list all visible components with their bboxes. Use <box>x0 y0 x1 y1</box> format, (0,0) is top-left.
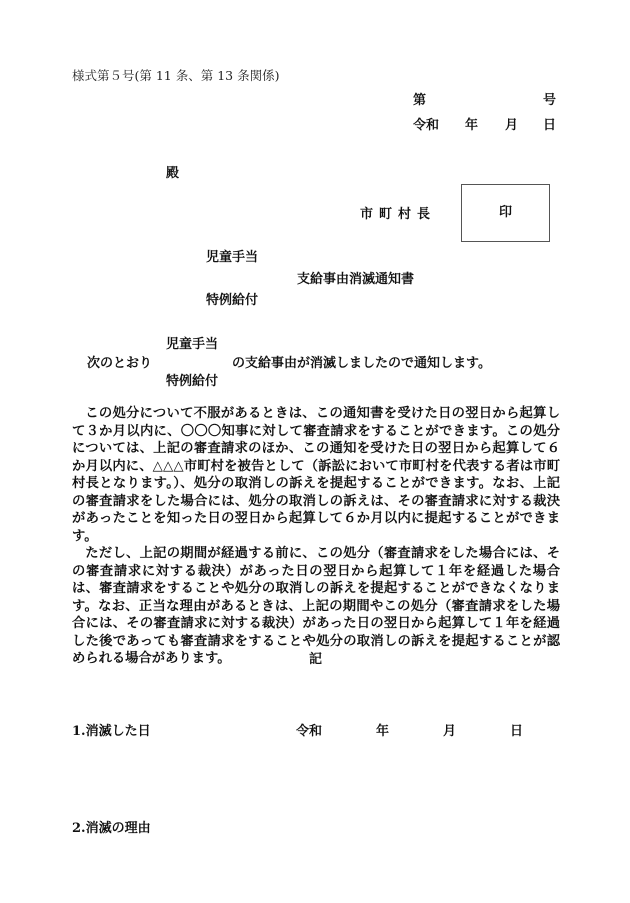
notice-option-special-benefit: 特例給付 <box>166 374 219 389</box>
extinction-date-day: 日 <box>510 724 524 739</box>
extinction-date-month: 月 <box>443 724 457 739</box>
appeal-paragraph-2: ただし、上記の期間が経過する前に、この処分（審査請求をした場合には、その審査請求に対する裁決）があった日の翌日から起算して１年を経過した場合は、審査請求をすることや処分の取消しの訴えを提起することができなくなります。なお、正当な理由があるときは、上記の期間やこの処分（審査請求をした場合には、その審査請求に対する裁決）があった日の翌日から起算して１年を経過した後であっても審査請求をすることや処分の取消しの訴えを提起することが認められる場合があります。 <box>72 546 560 666</box>
document-title: 支給事由消滅通知書 <box>297 272 415 287</box>
appeal-paragraph-1: この処分について不服があるときは、この通知書を受けた日の翌日から起算して３か月以内に、〇〇〇知事に対して審査請求をすることができます。この処分については、上記の審査請求のほか、この通知を受けた日の翌日から起算して６か月以内に、△△△市町村を被告として（訴訟において市町村を代表する者は市町村長となります。）、処分の取消しの訴えを提起することができます。なお、上記の審査請求をした場合には、処分の取消しの訴えは、その審査請求に対する裁決があったことを知った日の翌日から起算して６か月以内に提起することができます。 <box>72 406 560 544</box>
mayor-label: 市町村長 <box>360 207 437 222</box>
issue-date-era: 令和 <box>413 118 440 133</box>
record-heading: 記 <box>309 652 323 667</box>
notice-prefix: 次のとおり <box>87 356 153 371</box>
recipient-honorific: 殿 <box>166 166 180 181</box>
document-number-suffix: 号 <box>543 93 557 108</box>
extinction-date-label: 1.消滅した日 <box>72 724 151 739</box>
extinction-date-era: 令和 <box>296 724 323 739</box>
seal-box <box>461 184 550 242</box>
extinction-reason-label: 2.消滅の理由 <box>72 821 151 836</box>
notice-statement: の支給事由が消滅しましたので通知します。 <box>232 356 491 371</box>
notice-option-child-allowance: 児童手当 <box>166 337 219 352</box>
document-number-label: 第 <box>413 93 427 108</box>
seal-label: 印 <box>498 205 512 220</box>
appeal-instructions <box>72 405 560 668</box>
form-reference: 様式第５号(第 11 条、第 13 条関係) <box>72 68 280 83</box>
title-option-special-benefit: 特例給付 <box>206 293 259 308</box>
title-option-child-allowance: 児童手当 <box>206 250 259 265</box>
extinction-date-year: 年 <box>376 724 390 739</box>
issue-date-year: 年 <box>465 118 479 133</box>
issue-date-month: 月 <box>505 118 519 133</box>
issue-date-day: 日 <box>543 118 557 133</box>
